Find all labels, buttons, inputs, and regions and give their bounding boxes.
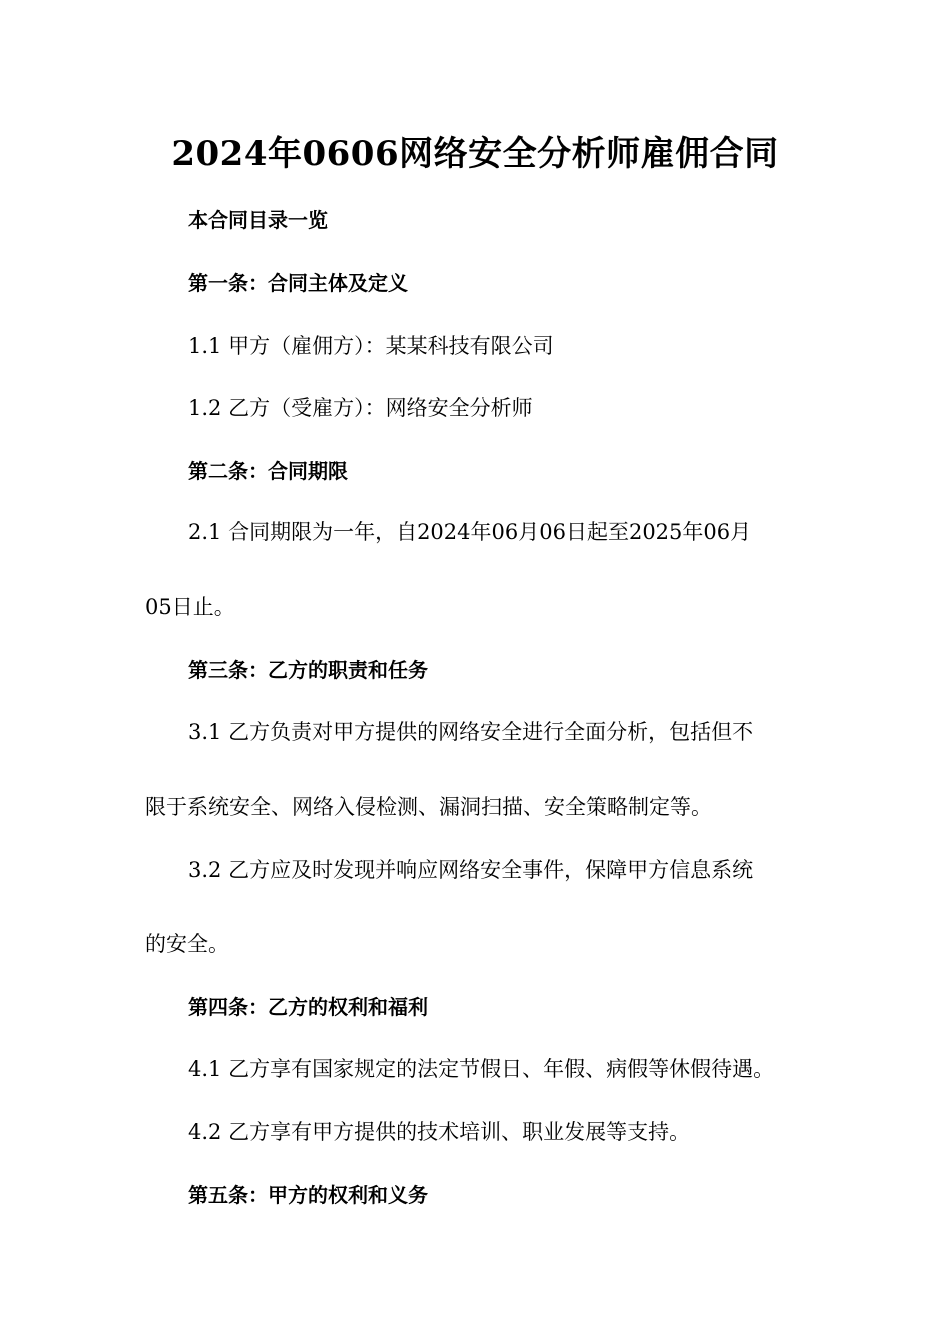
clause-4-1: 4.1 乙方享有国家规定的法定节假日、年假、病假等休假待遇。 [188, 1057, 775, 1081]
clause-3-2: 3.2 乙方应及时发现并响应网络安全事件，保障甲方信息系统 [188, 858, 754, 882]
document-title: 2024年0606网络安全分析师雇佣合同 [171, 134, 779, 174]
clause-1-2: 1.2 乙方（受雇方）：网络安全分析师 [188, 396, 533, 420]
clause-2-1: 2.1 合同期限为一年，自2024年06月06日起至2025年06月 [188, 520, 752, 544]
clause-2-1-continued: 05日止。 [145, 595, 235, 619]
toc-heading: 本合同目录一览 [188, 208, 328, 232]
section-2-heading: 第二条：合同期限 [188, 459, 348, 483]
section-5-heading: 第五条：甲方的权利和义务 [188, 1183, 428, 1207]
clause-1-1: 1.1 甲方（雇佣方）：某某科技有限公司 [188, 334, 554, 358]
clause-3-1: 3.1 乙方负责对甲方提供的网络安全进行全面分析，包括但不 [188, 720, 754, 744]
clause-4-2: 4.2 乙方享有甲方提供的技术培训、职业发展等支持。 [188, 1120, 691, 1144]
section-4-heading: 第四条：乙方的权利和福利 [188, 995, 428, 1019]
clause-3-2-continued: 的安全。 [145, 932, 229, 956]
clause-3-1-continued: 限于系统安全、网络入侵检测、漏洞扫描、安全策略制定等。 [145, 795, 712, 819]
section-3-heading: 第三条：乙方的职责和任务 [188, 658, 428, 682]
section-1-heading: 第一条：合同主体及定义 [188, 271, 408, 295]
